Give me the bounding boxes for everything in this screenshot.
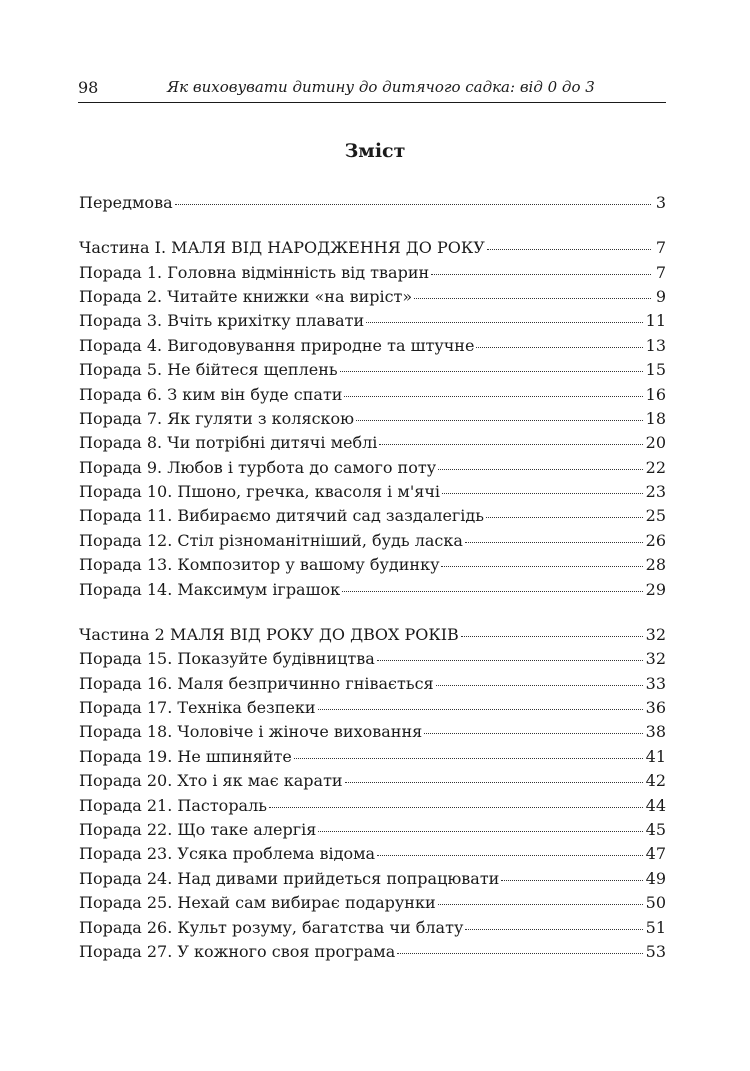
dot-leader <box>441 565 642 567</box>
toc-entry-label: Порада 6. З ким він буде спати <box>79 384 343 404</box>
toc-entry-page: 49 <box>645 868 666 888</box>
toc-entry <box>79 287 666 311</box>
toc-entry-label: Порада 22. Що таке алергія <box>79 819 317 839</box>
dot-leader <box>397 952 642 954</box>
toc-entry <box>79 531 666 555</box>
page-number: 98 <box>78 78 99 97</box>
dot-leader <box>424 732 642 734</box>
dot-leader <box>269 806 643 808</box>
dot-leader <box>465 541 643 543</box>
toc-entry-label: Порада 27. У кожного своя програма <box>79 941 396 961</box>
toc-entry-label: Порада 14. Максимум іграшок <box>79 579 341 599</box>
toc-entry <box>79 409 666 433</box>
dot-leader <box>442 492 643 494</box>
toc-entry-page: 15 <box>645 360 666 380</box>
toc-entry <box>79 893 666 917</box>
toc-entry-page: 51 <box>645 917 666 937</box>
toc-entry-label: Порада 2. Читайте книжки «на виріст» <box>79 286 413 306</box>
toc-entry-label: Частина 2 МАЛЯ ВІД РОКУ ДО ДВОХ РОКІВ <box>79 624 459 644</box>
dot-leader <box>431 273 651 275</box>
toc-entry-label: Порада 1. Головна відмінність від тварин <box>79 262 430 282</box>
toc-entry-page: 53 <box>645 941 666 961</box>
toc-entry <box>79 722 666 746</box>
toc-entry-page: 33 <box>645 673 666 693</box>
dot-leader <box>476 346 642 348</box>
toc-entry-page: 47 <box>645 844 666 864</box>
toc-entry <box>79 311 666 335</box>
dot-leader <box>366 321 643 323</box>
dot-leader <box>414 297 651 299</box>
toc-entry-page: 16 <box>645 384 666 404</box>
dot-leader <box>345 781 643 783</box>
dot-leader <box>486 516 643 518</box>
toc-entry-label: Передмова <box>79 193 173 212</box>
dot-leader <box>438 468 643 470</box>
toc-entry-page: 50 <box>645 893 666 913</box>
toc-entry <box>79 698 666 722</box>
dot-leader <box>438 903 643 905</box>
toc-entry-page: 23 <box>645 482 666 502</box>
toc-entry-page: 29 <box>645 579 666 599</box>
toc-entry-label: Порада 18. Чоловіче і жіноче виховання <box>79 722 423 742</box>
dot-leader <box>379 443 642 445</box>
toc-entry-label: Порада 8. Чи потрібні дитячі меблі <box>79 433 378 453</box>
toc-entry-label: Порада 26. Культ розуму, багатства чи блату <box>79 917 464 937</box>
toc-entry <box>79 482 666 506</box>
toc-heading: Зміст <box>344 140 406 162</box>
toc-entry-label: Порада 5. Не бійтеся щеплень <box>79 360 338 380</box>
toc-entry <box>79 360 666 384</box>
toc-entry <box>79 263 666 287</box>
toc-entry-page: 7 <box>655 238 666 258</box>
toc-entry <box>79 580 666 604</box>
toc-entry-label: Частина I. МАЛЯ ВІД НАРОДЖЕННЯ ДО РОКУ <box>79 238 485 258</box>
toc-entry <box>79 820 666 844</box>
dot-leader <box>501 879 642 881</box>
toc-entry <box>79 385 666 409</box>
toc-entry-page: 42 <box>645 771 666 791</box>
toc-entry <box>79 506 666 530</box>
toc-entry <box>79 238 666 262</box>
dot-leader <box>318 708 643 710</box>
running-title: Як виховувати дитину до дитячого садка: від 0 до 3 <box>167 78 595 96</box>
toc-entry-page: 7 <box>655 262 666 282</box>
toc-entry-page: 3 <box>655 193 666 212</box>
toc-entry-label: Порада 12. Стіл різноманітніший, будь ласка <box>79 530 463 550</box>
table-of-contents <box>79 193 666 966</box>
toc-entry-page: 9 <box>655 286 666 306</box>
toc-entry-page: 45 <box>645 819 666 839</box>
toc-entry <box>79 942 666 966</box>
toc-entry-label: Порада 19. Не шпиняйте <box>79 746 292 766</box>
toc-entry-label: Порада 13. Композитор у вашому будинку <box>79 555 440 575</box>
toc-entry <box>79 625 666 649</box>
toc-entry-label: Порада 15. Показуйте будівництва <box>79 649 375 669</box>
toc-entry-label: Порада 17. Техніка безпеки <box>79 698 316 718</box>
toc-entry <box>79 918 666 942</box>
running-header <box>78 78 666 103</box>
toc-entry-page: 18 <box>645 408 666 428</box>
dot-leader <box>377 854 643 856</box>
toc-entry <box>79 193 666 217</box>
toc-entry-page: 44 <box>645 795 666 815</box>
toc-entry-label: Порада 4. Вигодовування природне та штучне <box>79 335 475 355</box>
toc-entry-page: 20 <box>645 433 666 453</box>
toc-entry-page: 41 <box>645 746 666 766</box>
toc-entry-label: Порада 9. Любов і турбота до самого поту <box>79 457 437 477</box>
dot-leader <box>377 659 643 661</box>
dot-leader <box>356 419 643 421</box>
toc-entry-page: 28 <box>645 555 666 575</box>
toc-entry-page: 22 <box>645 457 666 477</box>
dot-leader <box>340 370 643 372</box>
toc-entry-page: 32 <box>645 649 666 669</box>
toc-entry-label: Порада 23. Усяка проблема відома <box>79 844 376 864</box>
dot-leader <box>175 203 651 205</box>
dot-leader <box>344 395 642 397</box>
toc-entry <box>79 433 666 457</box>
toc-entry <box>79 844 666 868</box>
dot-leader <box>342 590 643 592</box>
toc-entry-label: Порада 21. Пастораль <box>79 795 267 815</box>
dot-leader <box>318 830 642 832</box>
toc-entry <box>79 796 666 820</box>
toc-entry <box>79 747 666 771</box>
toc-entry-label: Порада 11. Вибираємо дитячий сад заздалегідь <box>79 506 484 526</box>
toc-entry-page: 11 <box>645 311 666 331</box>
toc-entry-page: 32 <box>645 624 666 644</box>
toc-entry-label: Порада 3. Вчіть крихітку плавати <box>79 311 365 331</box>
toc-entry-label: Порада 10. Пшоно, гречка, квасоля і м'ячі <box>79 482 441 502</box>
toc-entry-label: Порада 25. Нехай сам вибирає подарунки <box>79 893 436 913</box>
toc-entry <box>79 555 666 579</box>
toc-entry <box>79 458 666 482</box>
toc-entry-page: 25 <box>645 506 666 526</box>
toc-entry-label: Порада 7. Як гуляти з коляскою <box>79 408 355 428</box>
toc-entry-page: 13 <box>645 335 666 355</box>
toc-entry <box>79 674 666 698</box>
toc-entry-label: Порада 24. Над дивами прийдеться попрацювати <box>79 868 500 888</box>
dot-leader <box>436 684 643 686</box>
dot-leader <box>465 928 642 930</box>
toc-entry <box>79 336 666 360</box>
toc-entry-page: 36 <box>645 698 666 718</box>
dot-leader <box>294 757 643 759</box>
toc-entry <box>79 771 666 795</box>
dot-leader <box>461 635 643 637</box>
toc-entry-label: Порада 16. Маля безпричинно гнівається <box>79 673 434 693</box>
toc-entry-label: Порада 20. Хто і як має карати <box>79 771 343 791</box>
toc-entry <box>79 869 666 893</box>
dot-leader <box>487 248 651 250</box>
toc-entry-page: 26 <box>645 530 666 550</box>
toc-entry-page: 38 <box>645 722 666 742</box>
toc-entry <box>79 649 666 673</box>
